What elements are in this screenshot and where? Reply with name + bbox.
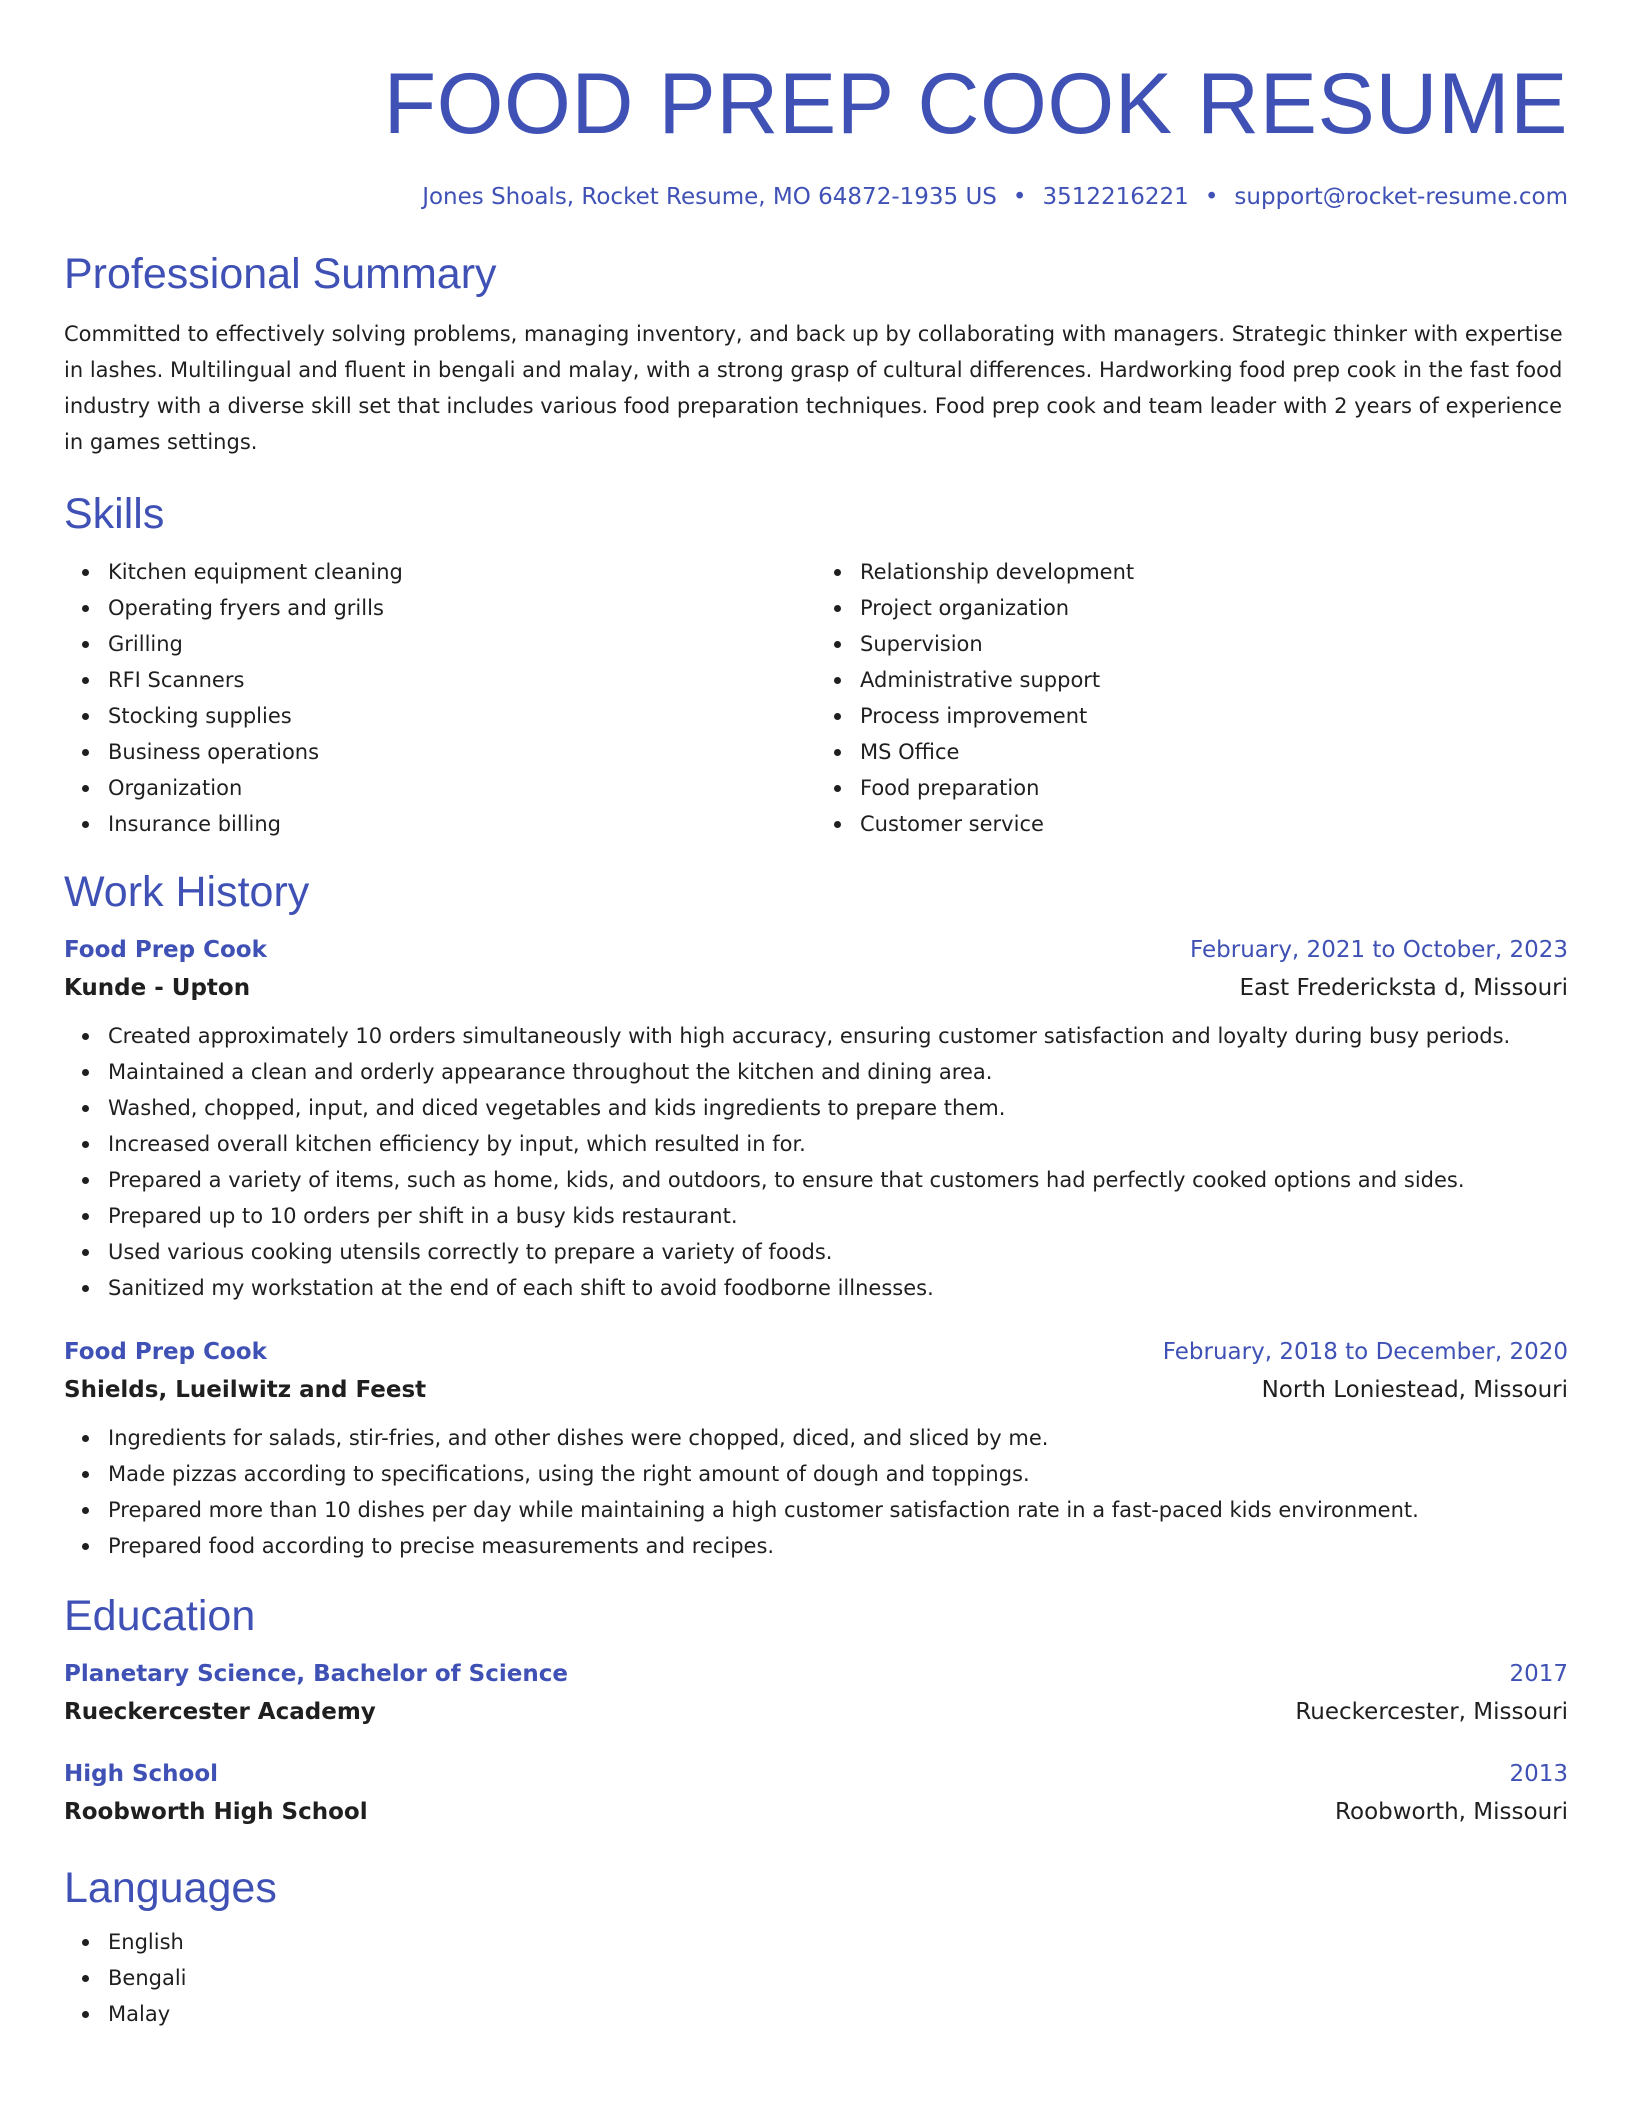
skill-item: Food preparation	[860, 770, 1568, 806]
contact-line	[64, 182, 1568, 212]
skills-column-left	[64, 554, 816, 842]
education-header	[64, 1656, 1568, 1692]
job-role: Food Prep Cook	[64, 1339, 267, 1365]
job-location: North Loniestead, Missouri	[1261, 1377, 1568, 1403]
skill-item: Grilling	[108, 626, 816, 662]
job-duty: Prepared a variety of items, such as home, kids, and outdoors, to ensure that customers had perfectly cooked options and sides.	[108, 1162, 1568, 1198]
job-duty: Prepared food according to precise measurements and recipes.	[108, 1528, 1568, 1564]
job-duty: Used various cooking utensils correctly to prepare a variety of foods.	[108, 1234, 1568, 1270]
education-entry	[64, 1656, 1568, 1732]
education-entry	[64, 1756, 1568, 1832]
skills-grid	[64, 554, 1568, 842]
education-school: Roobworth High School	[64, 1799, 368, 1825]
job-duty: Prepared up to 10 orders per shift in a busy kids restaurant.	[108, 1198, 1568, 1234]
education-subheader	[64, 1692, 1568, 1732]
skill-item: RFI Scanners	[108, 662, 816, 698]
skill-item: MS Office	[860, 734, 1568, 770]
contact-email: support@rocket-resume.com	[1234, 184, 1568, 210]
language-item: Bengali	[108, 1960, 1568, 1996]
job-duties	[64, 1420, 1568, 1564]
job-header	[64, 1334, 1568, 1370]
language-item: Malay	[108, 1996, 1568, 2032]
languages-heading: Languages	[64, 1864, 277, 1912]
skill-item: Project organization	[860, 590, 1568, 626]
language-item: English	[108, 1924, 1568, 1960]
skill-item: Administrative support	[860, 662, 1568, 698]
skills-column-right	[816, 554, 1568, 842]
job-duty: Sanitized my workstation at the end of each shift to avoid foodborne illnesses.	[108, 1270, 1568, 1306]
skill-item: Supervision	[860, 626, 1568, 662]
skill-item: Organization	[108, 770, 816, 806]
summary-text: Committed to effectively solving problems, managing inventory, and back up by collaborating with managers. Strategic thinker with expertise in lashes. Multilingual and fluent in bengali and malay, with a strong grasp of cultural differences. Hardworking food prep cook in the fast food industry with a diverse skill set that includes various food preparation techniques. Food prep cook and team leader with 2 years of experience in games settings.	[64, 322, 1563, 454]
education-subheader	[64, 1792, 1568, 1832]
job-company: Kunde - Upton	[64, 975, 251, 1001]
education-degree: Planetary Science, Bachelor of Science	[64, 1661, 568, 1687]
skill-item: Operating fryers and grills	[108, 590, 816, 626]
job-entry	[64, 932, 1568, 1306]
job-company: Shields, Lueilwitz and Feest	[64, 1377, 427, 1403]
job-subheader	[64, 968, 1568, 1008]
job-duties	[64, 1018, 1568, 1306]
job-subheader	[64, 1370, 1568, 1410]
job-dates: February, 2021 to October, 2023	[1190, 937, 1568, 963]
job-duty: Washed, chopped, input, and diced vegetables and kids ingredients to prepare them.	[108, 1090, 1568, 1126]
job-header	[64, 932, 1568, 968]
job-role: Food Prep Cook	[64, 937, 267, 963]
job-duty: Increased overall kitchen efficiency by input, which resulted in for.	[108, 1126, 1568, 1162]
skill-item: Insurance billing	[108, 806, 816, 842]
skill-item: Business operations	[108, 734, 816, 770]
job-location: East Fredericksta d, Missouri	[1239, 975, 1568, 1001]
job-duty: Created approximately 10 orders simultaneously with high accuracy, ensuring customer satisfaction and loyalty during busy periods.	[108, 1018, 1568, 1054]
education-location: Roobworth, Missouri	[1335, 1799, 1568, 1825]
skill-item: Relationship development	[860, 554, 1568, 590]
languages-list	[64, 1924, 1568, 2032]
education-year: 2013	[1509, 1761, 1568, 1787]
education-heading: Education	[64, 1592, 256, 1640]
summary-heading: Professional Summary	[64, 250, 497, 298]
skill-item: Process improvement	[860, 698, 1568, 734]
education-degree: High School	[64, 1761, 219, 1787]
job-dates: February, 2018 to December, 2020	[1162, 1339, 1568, 1365]
skill-item: Stocking supplies	[108, 698, 816, 734]
job-duty: Maintained a clean and orderly appearance throughout the kitchen and dining area.	[108, 1054, 1568, 1090]
job-duty: Prepared more than 10 dishes per day while maintaining a high customer satisfaction rate in a fast-paced kids environment.	[108, 1492, 1568, 1528]
job-duty: Ingredients for salads, stir-fries, and other dishes were chopped, diced, and sliced by me.	[108, 1420, 1568, 1456]
contact-separator: •	[1204, 184, 1219, 210]
education-header	[64, 1756, 1568, 1792]
job-duty: Made pizzas according to specifications, using the right amount of dough and toppings.	[108, 1456, 1568, 1492]
education-year: 2017	[1509, 1661, 1568, 1687]
contact-address: Jones Shoals, Rocket Resume, MO 64872-1935 US	[422, 184, 997, 210]
skill-item: Kitchen equipment cleaning	[108, 554, 816, 590]
resume-title: FOOD PREP COOK RESUME	[383, 56, 1568, 152]
skill-item: Customer service	[860, 806, 1568, 842]
contact-separator: •	[1012, 184, 1027, 210]
education-school: Rueckercester Academy	[64, 1699, 376, 1725]
contact-phone: 3512216221	[1042, 184, 1189, 210]
job-entry	[64, 1334, 1568, 1564]
education-location: Rueckercester, Missouri	[1295, 1699, 1568, 1725]
work-history-heading: Work History	[64, 868, 310, 916]
skills-heading: Skills	[64, 490, 165, 538]
